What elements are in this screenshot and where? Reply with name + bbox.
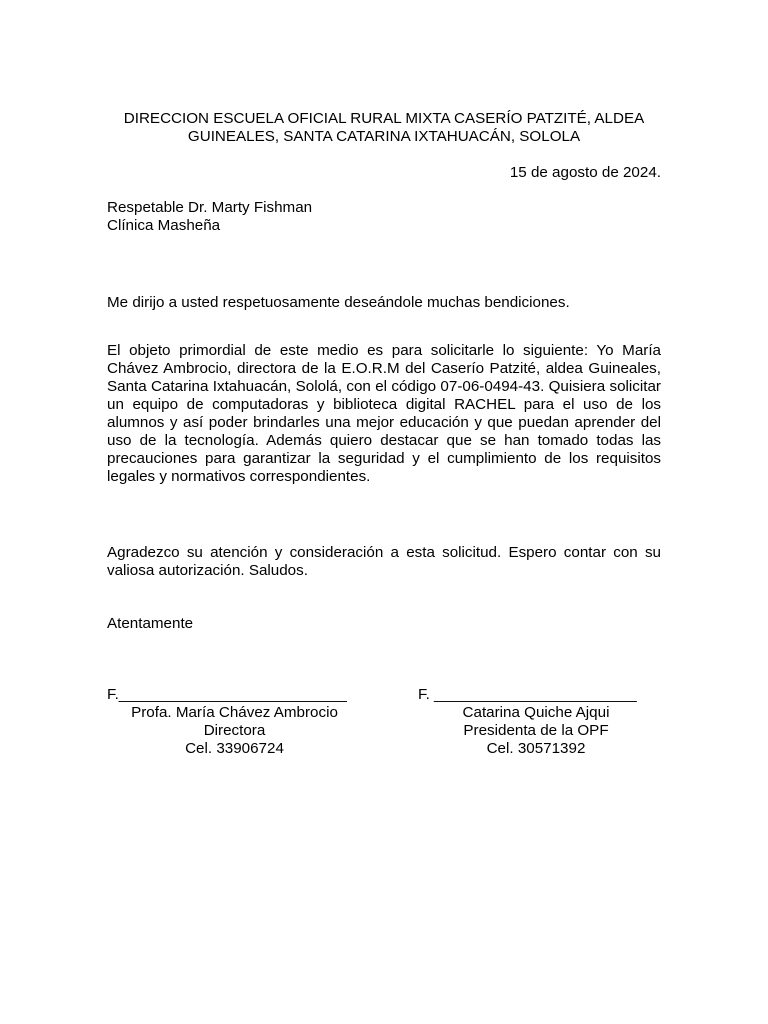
- signature-details-left: [107, 704, 362, 758]
- signature-line-left: F.___________________________: [107, 686, 347, 703]
- signer-phone-left: Cel. 33906724: [185, 740, 284, 757]
- letter-date: 15 de agosto de 2024.: [509, 164, 661, 181]
- signer-phone-right: Cel. 30571392: [486, 740, 586, 757]
- signer-name-left: Profa. María Chávez Ambrocio: [131, 704, 338, 721]
- recipient-block: [107, 199, 661, 235]
- signer-role-left: Directora: [203, 722, 266, 739]
- signature-left: [107, 686, 362, 758]
- letter-header: [107, 110, 661, 146]
- signer-role-right: Presidenta de la OPF: [463, 722, 609, 739]
- closing-text: Atentamente: [107, 615, 194, 632]
- header-line-1: DIRECCION ESCUELA OFICIAL RURAL MIXTA CASERÍO PATZITÉ, ALDEA: [123, 110, 645, 127]
- signer-name-right: Catarina Quiche Ajqui: [462, 704, 610, 721]
- thanks-paragraph: Agradezco su atención y consideración a esta solicitud. Espero contar con su valiosa autorización. Saludos.: [107, 544, 661, 579]
- signature-details-right: [418, 704, 654, 758]
- recipient-organization: Clínica Masheña: [107, 217, 221, 234]
- signature-line-right: F. ________________________: [418, 686, 637, 703]
- recipient-name: Respetable Dr. Marty Fishman: [107, 199, 313, 216]
- greeting-paragraph: Me dirijo a usted respetuosamente deseándole muchas bendiciones.: [107, 294, 570, 311]
- header-line-2: GUINEALES, SANTA CATARINA IXTAHUACÁN, SOLOLA: [187, 128, 581, 145]
- signature-right: [418, 686, 658, 758]
- body-paragraph: El objeto primordial de este medio es para solicitarle lo siguiente: Yo María Chávez Ambrocio, directora de la E.O.R.M del Caserío Patzité, aldea Guineales, Santa Catarina Ixtahuacán, Sololá, con el código 07-06-0494-43. Quisiera solicitar un equipo de computadoras y biblioteca digital RACHEL para el uso de los alumnos y así poder brindarles una mejor educación y que puedan aprender del uso de la tecnología. Además quiero destacar que se han tomado todas las precauciones para garantizar la seguridad y el cumplimiento de los requisitos legales y normativos correspondientes.: [107, 342, 661, 485]
